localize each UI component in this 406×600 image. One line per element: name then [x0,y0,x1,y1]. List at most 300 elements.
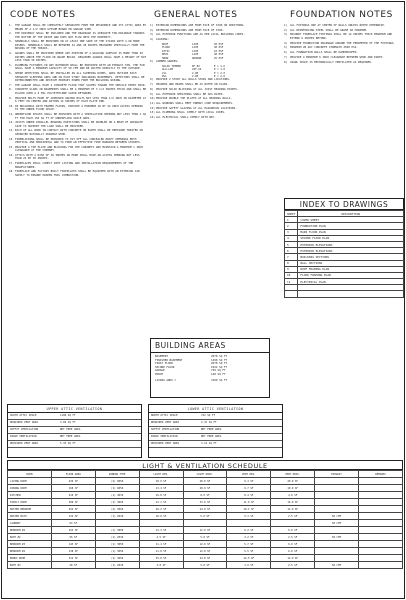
lv-cell: 20.0 SF [183,485,227,492]
code-note-item-text: THE GARAGE SHALL HAVE A CONCRETE FLOOR THAT SLOPES TOWARD THE VEHICLE ENTRY DOOR. [15,82,147,87]
lv-cell: 12.0 SF [271,555,315,562]
vent-label: RIDGE VENTILATION [10,435,37,438]
index-sheet-number: 6 [285,248,298,254]
lumber-cell: 2.0E [192,71,199,75]
index-sheet-description [298,291,404,297]
code-note-item [9,129,147,136]
general-note-item-number: 6) [150,77,154,82]
code-note-item [9,138,147,145]
area-value: 2078 SQ FT [211,361,228,365]
lumber-cell: E = 1.8 [214,68,225,72]
vent-row [8,420,141,427]
lv-cell: MASTER BEDROOM [8,506,52,513]
lumber-cell: PSL [162,74,167,78]
code-note-item-number: 11. [9,111,14,116]
lv-cell [271,520,315,527]
index-sheet-description: ELECTRICAL PLAN [298,279,404,285]
load-cell: SNOW [162,56,169,60]
code-note-item-number: 8. [9,87,13,92]
lumber-cell: 2.0E [192,74,199,78]
lv-cell: 11.0 SF [139,548,183,555]
lv-header-cell: REMARKS [359,471,403,478]
general-note-item [150,60,276,64]
lv-cell [315,485,359,492]
loading-schedule [150,43,276,60]
load-cell: ROOF [162,42,169,46]
code-note-item-text: ATTICS WITH A RISE OF 30 INCHES OR MORE SHALL HAVE AN ACCESS OPENING NOT LESS THAN 22 BY 30 INCHES. [15,152,140,161]
lv-cell [183,520,227,527]
general-note-item-number: 12) [150,105,155,110]
lv-row [8,548,403,555]
lv-cell [359,499,403,506]
area-value: 3100 SQ FT [211,378,228,382]
lv-row [8,478,403,485]
vent-value: 3.12 SQ FT [201,442,217,445]
lv-cell: 33.6 SF [183,499,227,506]
lv-cell: 4.5 SF [139,534,183,541]
area-value: 1022 SQ FT [211,364,228,369]
index-sheet-description: BUILDING SECTIONS [298,254,404,260]
vent-value: 1108 SQ FT [60,414,76,417]
lv-cell [359,534,403,541]
lv-cell: 8.4 SF [227,492,271,499]
lv-cell: 12.3 SF [139,527,183,534]
area-label: FINISHED BASEMENT [155,357,183,362]
general-note-item-number: 1) [150,23,154,27]
foundation-note-item-number: 1) [284,23,288,27]
lower-vent-title: LOWER ATTIC VENTILATION [149,405,282,413]
general-notes-list [150,24,276,354]
general-note-item-text: ALL EXTERIOR SHEATHING SHALL BE APA RATED. [156,91,224,96]
vent-row [149,427,282,434]
lumber-cell: SOLID TIMBER [162,64,181,68]
lv-header-cell: EXHAUST [315,471,359,478]
area-row [151,373,269,377]
code-note-item-text: SMOKE DETECTORS SHALL BE INSTALLED IN ALL SLEEPING ROOMS, AREA OUTSIDE EACH SEPARATE SLEEPING AREA AND ON EACH STORY INCLUDING BASEMENTS. DETECTORS SHALL BE INTERCONNECTED AND RECEIVE PRIMARY POWER FROM THE BUILDING WIRING. [15,71,145,83]
general-note-item-text: INTERIOR DIMENSIONS ARE FROM FACE OF STUD. [156,27,224,32]
lv-cell: 50 CFM [315,562,359,569]
lv-cell: 48 SF [51,562,95,569]
code-note-item-number: 9. [9,95,13,100]
general-note-item-text: PROVIDE DOUBLE TOP PLATES AT ALL BEARING WALLS. [156,96,233,101]
lv-cell [359,548,403,555]
code-note-item-text: THE GARAGE SHALL BE COMPLETELY SEPARATED FROM THE RESIDENCE AND ITS ATTIC AREA BY MEANS OF A 1/2 INCH GYPSUM BOARD ON GARAGE SIDE. [15,23,147,31]
lv-cell [359,555,403,562]
index-sheet-description: MAIN FLOOR PLAN [298,229,404,235]
lv-cell: 252 SF [51,506,95,513]
code-notes-title: CODE NOTES [10,10,76,20]
code-note-item [9,154,147,161]
lv-cell: 6.0 SF [271,527,315,534]
lv-cell: (3) 3060 [95,499,139,506]
foundation-notes-title: FOUNDATION NOTES [290,10,393,20]
lv-header-cell: WINDOW TYPE [95,471,139,478]
lv-cell: 25.0 SF [139,555,183,562]
lv-cell [359,506,403,513]
index-sheet-number: 4 [285,235,298,241]
lv-cell: 6.0 SF [271,548,315,555]
lv-cell: 210 SF [51,492,95,499]
lv-cell: 2.5 SF [271,562,315,569]
code-note-item-number: 12. [9,120,14,125]
load-cell: 40 PSF [214,46,224,50]
load-cell: GROUND [192,56,202,60]
general-note-item-text: ALL WINDOWS SHALL MEET ENERGY CODE REQUIREMENTS. [156,101,234,105]
code-note-item-text: JOISTS UNDER PARALLEL BEARING PARTITIONS SHALL BE DOUBLED OR A BEAM OF ADEQUATE SIZE TO SUPPORT THE LOAD SHALL BE PROVIDED. [15,120,143,128]
lv-cell: 12.0 SF [183,541,227,548]
lumber-cell: GLU-LAM [162,68,173,72]
lv-cell: BEDROOM #2 [8,527,52,534]
lv-cell: 50 CFM [315,534,359,541]
lumber-cell: E = 2.0 [214,71,225,75]
upper-vent-title: UPPER ATTIC VENTILATION [8,405,141,413]
lv-cell: 168 SF [51,485,95,492]
vent-value: NET FREE AREA [201,435,222,438]
code-note-item-number: 4. [9,51,13,56]
code-note-item [9,32,147,39]
code-notes-list [9,24,147,386]
lv-cell [315,548,359,555]
lv-cell: 5.7 SF [227,541,271,548]
code-note-item-number: 17. [9,161,14,166]
lv-title: LIGHT & VENTILATION SCHEDULE [7,460,403,470]
lv-cell: BONUS ROOM [8,555,52,562]
lv-cell: (1) 3050 [95,548,139,555]
lower-attic-ventilation [148,404,283,458]
lv-cell: 64 SF [51,520,95,527]
code-note-item [9,88,147,95]
vent-label: SOUTH ATTIC SPACE [10,414,37,417]
lv-cell: 5.0 SF [183,562,227,569]
lv-cell [359,562,403,569]
index-sheet-description: ROOF FRAMING PLAN [298,266,404,272]
code-note-item [9,72,147,83]
vent-value: 3.69 SQ FT [60,421,76,424]
code-note-item-number: 16. [9,152,14,157]
building-areas-title: BUILDING AREAS [151,339,269,353]
lv-cell: DINING ROOM [8,485,52,492]
foundation-note-item-number: 8) [284,59,288,64]
lv-cell: 12.0 SF [271,506,315,513]
code-note-item [9,24,147,31]
foundation-note-item-number: 4) [284,40,288,45]
general-note-item-text: EXTERIOR DIMENSIONS ARE FROM FACE OF STUD OR SHEATHING. [156,23,245,27]
load-cell: 25 PSF [214,56,224,60]
general-note-item-text: LOADING: [156,37,169,42]
light-ventilation-schedule [7,460,403,598]
code-note-item-text: PLUMBING FIXTURES IN ANY BATHROOM SHALL BE PROVIDED WITH AN EXHAUST FAN. THE FAN SHALL HAVE A MINIMUM CAPACITY OF 50 CFM AND BE DUCTED DIRECTLY TO THE OUTSIDE. [15,62,145,71]
foundation-note-item-number: 3) [284,32,288,37]
general-note-item-text: ALL PLUMBING SHALL COMPLY WITH LOCAL CODES. [156,110,226,115]
lv-cell: BATH #2 [8,534,52,541]
code-note-item [9,170,147,177]
lv-header-cell: ROOM [8,471,52,478]
foundation-note-item-number: 2) [284,27,288,32]
lv-cell: 289 SF [51,499,95,506]
lv-cell: 11.6 SF [227,499,271,506]
lv-cell [359,527,403,534]
index-sheet-description: FLOOR FRAMING PLAN [298,272,404,278]
code-note-item-text: HANDRAILS SHALL BE PROVIDED ON AT LEAST ONE SIDE OF THE STAIRS WITH 4 OR MORE RISERS. HANDRAILS SHALL BE BETWEEN 34 AND 38 INCHES MEASURED VERTICALLY FROM THE NOSING OF THE TREADS. [15,39,145,51]
vent-label: SOFFIT VENTILATION [151,428,180,431]
lv-cell: 24.0 SF [183,555,227,562]
lv-cell: 20.0 SF [271,478,315,485]
lv-cell: 2.2 SF [227,534,271,541]
lv-cell: 132 SF [51,513,95,520]
load-cell: LIVE [192,53,199,57]
lv-cell: BATH #3 [8,562,52,569]
general-note-item-number: 9) [150,91,154,96]
vent-value: 5.33 SQ FT [60,442,76,445]
code-note-item-text: FIREBLOCKING SHALL BE PROVIDED TO CUT OFF ALL CONCEALED DRAFT OPENINGS BOTH VERTICAL AND HORIZONTAL AND TO FORM AN EFFECTIVE FIRE BARRIER BETWEEN STORIES. [15,136,142,145]
lv-cell: LIVING ROOM [8,478,52,485]
general-note-item-text: PROVIDE 2 STORY ALL WALLS STUDS AND LOCATIONS. [156,77,231,82]
lv-cell: 20.2 SF [139,506,183,513]
foundation-note-item-number: 7) [284,54,288,59]
foundation-note-item-text: MASONRY FIREPLACE FOOTINGS SHALL BE 12 INCHES THICK MINIMUM AND EXTEND 6 INCHES BEYOND. [290,32,392,41]
index-sheet-description: EXTERIOR ELEVATIONS [298,241,404,247]
load-cell: 40 PSF [214,53,224,57]
code-note-item-text: PROVIDE A TOP PLATE AND BLOCKING FOR THE CABINETS AND MAINTAIN A MINIMUM 1 INCH CLEARANCE AT THE CHIMNEY. [15,144,143,153]
load-cell: LIVE [192,42,199,46]
area-label: BASEMENT [155,354,168,358]
load-cell: DECK [162,53,169,57]
lv-cell: 23.1 SF [139,499,183,506]
lv-row [8,527,403,534]
foundation-note-item-number: 5) [284,45,288,50]
lv-cell: 13.4 SF [139,485,183,492]
lv-cell: (1) 4030 [95,492,139,499]
general-notes-title: GENERAL NOTES [154,10,238,20]
foundation-note-item-text: ALL FOUNDATION WALLS SHALL BE DAMPPROOFED. [290,50,358,55]
vent-label: PROVIDED VENT AREA [151,442,180,445]
lv-cell: (1) 2030 [95,562,139,569]
lv-header-cell: VENT PROV. [271,471,315,478]
vent-label: NORTH ATTIC SPACE [151,414,178,417]
lv-cell: 10.0 SF [271,485,315,492]
lumber-cell: E = 1.6 [214,64,225,68]
foundation-note-item-text: PROVIDE FOUNDATION DRAINAGE AROUND THE PERIMETER OF THE FOOTINGS. [290,40,396,45]
lv-cell: 24.0 SF [183,506,227,513]
lv-cell: (1) 3050 [95,527,139,534]
vent-label: SOFFIT VENTILATION [10,428,39,431]
vent-label: REQUIRED VENT AREA [10,421,39,424]
code-note-item-text: GUARDS SHALL BE PROVIDED WHERE ANY PORTION OF A WALKING SURFACE IS MORE THAN 30 INCHES ABOVE THE FLOOR OR GRADE BELOW. REQUIRED GUARDS SHALL HAVE A HEIGHT OF NOT LESS THAN 36 INCHES. [15,51,147,63]
area-value: 148 SQ FT [211,371,226,376]
load-cell: LIVE [192,46,199,50]
lv-cell: 50 CFM [315,520,359,527]
vent-row [149,413,282,420]
code-note-item [9,105,147,112]
lv-cell [315,506,359,513]
load-cell: LIVE [192,49,199,53]
lv-cell [315,499,359,506]
lv-cell: KITCHEN [8,492,52,499]
index-sheet-number: 8 [285,260,298,266]
code-note-item-number: 18. [9,169,14,174]
lv-cell [139,520,183,527]
lv-cell: 10.1 SF [227,506,271,513]
vent-row [149,434,282,441]
code-note-item-number: 2. [9,31,13,36]
general-note-item-number: 13) [150,110,155,115]
lv-cell [315,492,359,499]
index-header-sheet: SHEET [285,211,298,217]
index-sheet-description: COVER SHEET [298,217,404,223]
code-note-item [9,162,147,169]
lumber-cell: LVL [162,71,167,75]
lv-cell [359,492,403,499]
foundation-note-item-text: CRAWL SPACE IS MECHANICALLY VENTILATED AS REQUIRED. [290,59,373,64]
lv-cell: (2) 3050 [95,555,139,562]
general-note-item [150,116,276,120]
general-note-item-text: ALL ELECTRICAL SHALL COMPLY WITH NEC. [156,115,216,120]
lv-cell: 6.7 SF [227,485,271,492]
code-note-item [9,40,147,51]
vent-row [8,434,141,441]
upper-attic-ventilation [7,404,142,458]
lv-cell: 40.0 SF [183,478,227,485]
area-label: GARAGE [155,368,165,372]
foundation-notes-list [284,24,402,194]
lv-cell: 154 SF [51,527,95,534]
foundation-note-item-number: 6) [284,50,288,55]
foundation-note-item-text: ALL FOOTINGS ARE AT CENTER OF WALLS UNLESS NOTED OTHERWISE. [290,23,386,27]
vent-value: NET FREE AREA [60,428,81,431]
lv-cell [315,541,359,548]
code-note-item-text: EACH OF ALL WOOD IN CONTACT WITH CONCRETE OR EARTH SHALL BE PRESSURE TREATED OR APPROVED NATURALLY DURABLE WOOD. [15,128,143,136]
lv-cell: 11.4 SF [139,541,183,548]
lv-cell: 16.8 SF [139,492,183,499]
lv-row [8,513,403,520]
lv-header-cell: FLOOR AREA [51,471,95,478]
code-note-item-text: UNDERFLOOR SPACES SHALL BE PROVIDED WITH A VENTILATION OPENING NOT LESS THAN 1 SQ FT FOR EACH 150 SQ FT OF UNDERFLOOR SPACE AREA. [15,111,147,120]
vent-label: PROVIDED VENT AREA [10,442,39,445]
lv-cell: BEDROOM #3 [8,541,52,548]
lv-cell: 236 SF [51,478,95,485]
index-sheet-number: 9 [285,266,298,272]
general-note-item-number: 7) [150,82,154,87]
lv-cell: 6.0 SF [271,541,315,548]
lv-cell: 18.9 SF [139,478,183,485]
index-sheet-number: 10 [285,272,298,278]
lv-row [8,520,403,527]
general-note-item-text: LUMBER GRADES: [156,58,179,63]
lv-cell: 138 SF [51,548,95,555]
code-note-item [9,97,147,104]
lv-cell [315,527,359,534]
lv-header-cell: LIGHT PROV. [183,471,227,478]
lv-cell: 12.0 SF [183,527,227,534]
foundation-note-item-text: MINIMUM 28 DAY CONCRETE STRENGTH 2500 PSI. [290,45,358,50]
area-value: 2078 SQ FT [211,354,228,358]
lv-cell: 5.3 SF [227,513,271,520]
general-note-item-text: PROVIDE SOLID BLOCKING AT ALL JOIST BEARING POINTS. [156,86,239,91]
lumber-cell: DF #2 [192,64,200,68]
vent-row [8,413,141,420]
vent-row [8,441,141,448]
load-cell: ATTIC [162,49,170,53]
code-note-item-text: IN BUILDINGS WITH FRAMED FLOORS, PROVIDE A MINIMUM 18 BY 24 INCH ACCESS OPENING TO THE UNDER FLOOR SPACE. [15,103,143,112]
code-note-item-text: PROVIDE BOLTS MADE OF APPROVED ANCHOR BOLTS NOT LESS THAN 1/2 INCH IN DIAMETER AT 6 FEET ON CENTER AND WITHIN 12 INCHES OF EACH PLATE END. [15,95,147,104]
general-note-item-text: ALL EXTERIOR FUNCTIONS ARE AS PER LOCAL BUILDING CODES. [156,32,245,37]
general-note-item-number: 10) [150,96,155,101]
foundation-note-item-text: ALL REINFORCING STEEL SHALL BE GRADE 60 MINIMUM. [290,27,368,32]
index-header-description: DESCRIPTION [298,211,404,217]
index-sheet-number: 5 [285,241,298,247]
index-sheet-number: 3 [285,229,298,235]
lv-row [8,492,403,499]
load-cell: 20 PSF [214,42,224,46]
code-note-item-number: 10. [9,103,14,108]
lv-cell: 50 CFM [315,513,359,520]
code-note-item-number: 3. [9,39,13,44]
lv-cell [359,513,403,520]
index-sheet-description: EXTERIOR ELEVATIONS [298,248,404,254]
index-sheet-number: 2 [285,223,298,229]
vent-value: NET FREE AREA [60,435,81,438]
code-note-item-number: 14. [9,136,14,141]
lv-cell: 56 SF [51,534,95,541]
vent-row [149,441,282,448]
index-sheet-number [285,291,298,297]
code-note-item [9,121,147,128]
lv-cell: FAMILY ROOM [8,499,52,506]
lv-row [8,541,403,548]
lv-cell: 5.5 SF [227,548,271,555]
lv-cell [315,555,359,562]
building-areas [150,338,270,398]
code-note-item-number: 7. [9,82,13,87]
code-note-item-text: THE DRIVEWAY SHALL BE INCLINED AND THE DRAINAGE IS ADEQUATE FOR DRAINAGE TOWARDS THE BOTTOM OF THE DRIVE AND DOES NOT FLOW ONTO THE PROPERTY. [15,31,145,39]
lv-row [8,506,403,513]
code-note-item-number: 6. [9,71,13,76]
lv-cell: BEDROOM #4 [8,548,52,555]
lv-cell: (1) 6050 [95,485,139,492]
lv-cell: 2.5 SF [271,534,315,541]
vent-label: REQUIRED VENT AREA [151,421,180,424]
vent-value: NET FREE AREA [201,428,222,431]
area-value: 1498 SQ FT [211,357,228,362]
lv-cell: 12.0 SF [183,548,227,555]
lv-cell: 5.0 SF [183,534,227,541]
general-note-item-number: 5) [150,58,154,63]
index-sheet-number: 11 [285,279,298,285]
load-cell: FLOOR [162,46,170,50]
general-note-item-number: 11) [150,101,155,105]
general-note-item-text: PROVIDE SAFETY GLAZING AT ALL HAZARDOUS LOCATIONS. [156,105,237,110]
general-note-item [150,38,276,42]
lv-cell: (2) 6050 [95,478,139,485]
lv-cell [359,485,403,492]
code-note-item [9,146,147,153]
lv-cell: 12.5 SF [227,555,271,562]
lv-row [8,499,403,506]
vent-value: 2.47 SQ FT [201,421,217,424]
vent-row [8,427,141,434]
lv-row [8,562,403,569]
lv-cell: 4.0 SF [271,492,315,499]
index-sheet-description: SECOND FLOOR PLAN [298,235,404,241]
area-label: SECOND FLOOR [155,364,175,369]
index-sheet-description: WALL SECTIONS [298,260,404,266]
lv-cell: MASTER BATH [8,513,52,520]
lv-cell: (2) 3050 [95,506,139,513]
lv-cell: 5.0 SF [183,513,227,520]
lv-cell: (1) 2030 [95,513,139,520]
lv-cell [359,541,403,548]
lv-cell: 3.8 SF [139,562,183,569]
